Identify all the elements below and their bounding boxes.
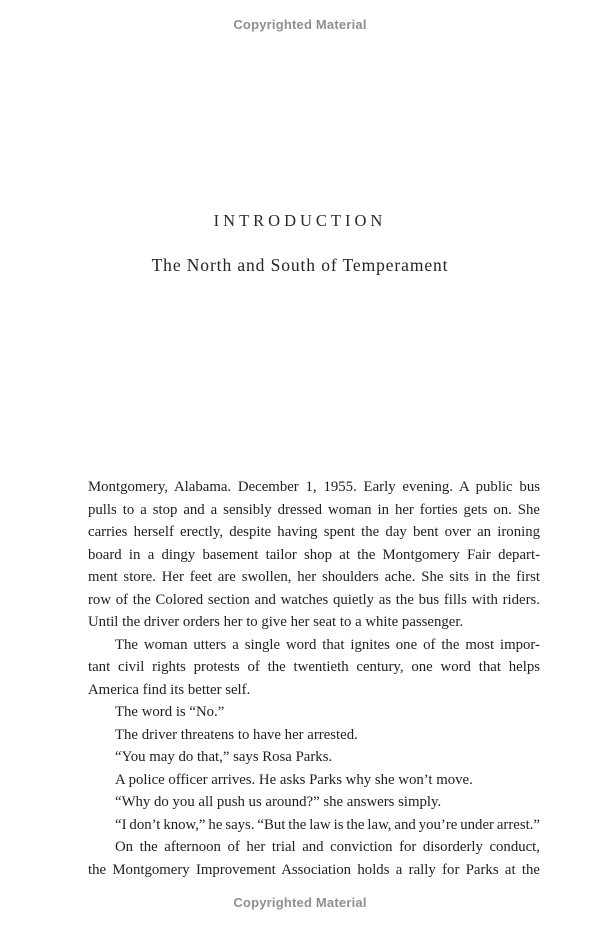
body-text-line-text: “I don’t know,” he says. “But the law is the law, and you’re under arrest.” <box>115 816 540 833</box>
body-text-line <box>88 544 540 567</box>
body-text-line <box>115 836 540 859</box>
body-text-line <box>115 634 540 657</box>
body-text-line-text: The driver threatens to have her arrested. <box>115 726 358 743</box>
body-text-line-text: On the afternoon of her trial and conviction for disorderly conduct, <box>115 839 540 855</box>
body-text-line <box>115 724 540 747</box>
body-text-line <box>88 521 540 544</box>
copyright-notice-bottom: Copyrighted Material <box>233 895 367 910</box>
body-text-line <box>88 589 540 612</box>
body-text-line <box>88 679 540 702</box>
body-text-line <box>115 701 540 724</box>
chapter-heading: INTRODUCTION <box>213 211 387 230</box>
chapter-subtitle: The North and South of Temperament <box>151 255 449 275</box>
body-text-line-text: the Montgomery Improvement Association holds a rally for Parks at the <box>88 861 540 878</box>
body-text-line <box>88 859 540 882</box>
body-text-line-text: pulls to a stop and a sensibly dressed woman in her forties gets on. She <box>88 501 540 518</box>
body-text-line <box>115 791 540 814</box>
body-text-line <box>88 656 540 679</box>
body-text-line-text: Until the driver orders her to give her seat to a white passenger. <box>88 614 464 630</box>
body-text-line <box>88 476 540 499</box>
copyright-notice-top: Copyrighted Material <box>233 17 367 32</box>
body-text-line <box>88 611 540 634</box>
body-text-line-text: A police officer arrives. He asks Parks why she won’t move. <box>115 771 473 788</box>
body-text-line <box>115 769 540 792</box>
body-text-line-text: Montgomery, Alabama. December 1, 1955. Early evening. A public bus <box>88 479 540 495</box>
body-text-line-text: “You may do that,” says Rosa Parks. <box>115 749 333 765</box>
body-text-line <box>88 499 540 522</box>
body-text-line <box>115 814 540 837</box>
body-text-line-text: America find its better self. <box>88 681 251 698</box>
body-text-line <box>88 566 540 589</box>
body-text-line-text: The word is “No.” <box>115 704 225 720</box>
body-text-line <box>115 746 540 769</box>
body-text-line-text: carries herself erectly, despite having spent the day bent over an ironing <box>88 524 540 540</box>
body-text-line-text: ment store. Her feet are swollen, her shoulders ache. She sits in the first <box>88 569 540 585</box>
body-text-line-text: row of the Colored section and watches quietly as the bus fills with riders. <box>88 591 540 608</box>
body-text-line-text: “Why do you all push us around?” she answers simply. <box>115 794 442 810</box>
body-text-line-text: The woman utters a single word that ignites one of the most impor- <box>115 636 540 653</box>
body-text-line-text: board in a dingy basement tailor shop at the Montgomery Fair depart- <box>88 546 540 563</box>
body-text <box>88 476 540 881</box>
body-text-line-text: tant civil rights protests of the twentieth century, one word that helps <box>88 659 540 675</box>
